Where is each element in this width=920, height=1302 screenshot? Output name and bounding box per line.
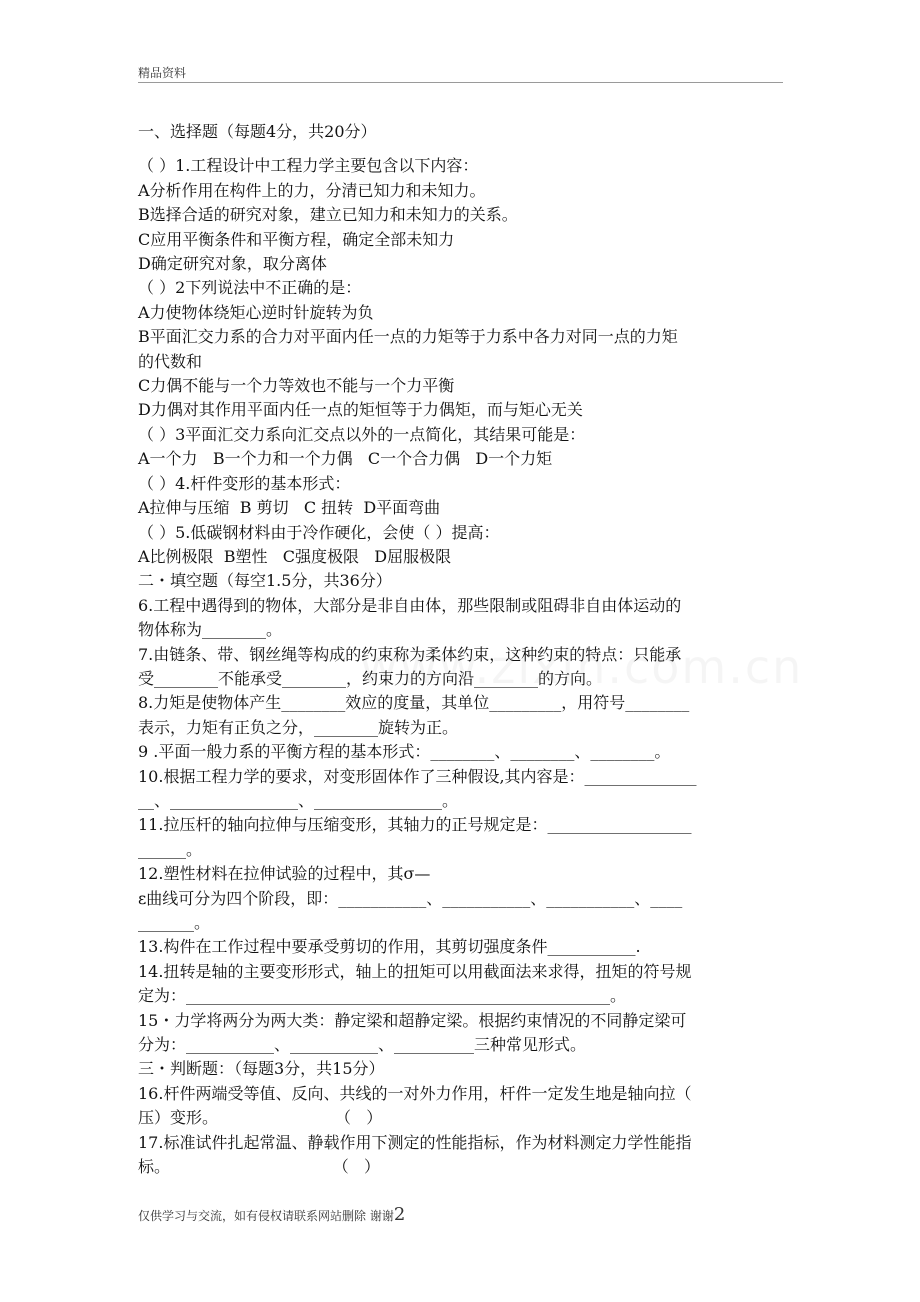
text-line: （ ）2下列说法中不正确的是：	[138, 278, 362, 298]
text-line: B选择合适的研究对象，建立已知力和未知力的关系。	[138, 205, 518, 225]
text-line: 11.拉压杆的轴向拉伸与压缩变形，其轴力的正号规定是：__________________	[138, 815, 692, 835]
section-choice-lines	[138, 154, 778, 569]
footer-note: 仅供学习与交流，如有侵权请联系网站删除 谢谢	[138, 1209, 394, 1223]
text-line: A分析作用在构件上的力，分清已知力和未知力。	[138, 180, 486, 200]
text-line: （ ）5.低碳钢材料由于冷作硬化，会使（ ）提高：	[138, 522, 500, 542]
exam-content	[138, 120, 778, 1179]
page-number: 2	[393, 1204, 406, 1225]
text-line: __、________________、________________。	[138, 790, 459, 810]
section-title-fill: 二・填空题（每空1.5分，共36分）	[138, 571, 392, 591]
text-line: C应用平衡条件和平衡方程，确定全部未知力	[138, 229, 455, 249]
text-line: 17.标准试件扎起常温、静载作用下测定的性能指标，作为材料测定力学性能指	[138, 1132, 692, 1152]
section-judge-lines	[138, 1082, 778, 1180]
text-line: 15・力学将两分为两大类：静定梁和超静定梁。根据约束情况的不同静定梁可	[138, 1010, 687, 1030]
text-line: 表示，力矩有正负之分，________旋转为正。	[138, 717, 459, 737]
text-line: 定为：_____________________________________________________。	[138, 986, 627, 1006]
text-line: （ ）3平面汇交力系向汇交点以外的一点简化，其结果可能是：	[138, 424, 586, 444]
text-line: 受________不能承受________，约束力的方向沿________的方向。	[138, 668, 603, 688]
footer	[138, 1204, 405, 1225]
text-line: D力偶对其作用平面内任一点的矩恒等于力偶矩，而与矩心无关	[138, 400, 583, 420]
text-line: 7.由链条、带、钢丝绳等构成的约束称为柔体约束，这种约束的特点：只能承	[138, 644, 682, 664]
text-line: D确定研究对象，取分离体	[138, 254, 327, 274]
text-line: 6.工程中遇得到的物体，大部分是非自由体，那些限制或阻碍非自由体运动的	[138, 595, 682, 615]
text-line: B平面汇交力系的合力对平面内任一点的力矩等于力系中各力对同一点的力矩	[138, 327, 678, 347]
text-line: A一个力 B一个力和一个力偶 C一个合力偶 D一个力矩	[138, 449, 553, 469]
text-line: A力使物体绕矩心逆时针旋转为负	[138, 302, 374, 322]
text-line: （ ）4.杆件变形的基本形式：	[138, 473, 351, 493]
text-line: C力偶不能与一个力等效也不能与一个力平衡	[138, 376, 455, 396]
text-line: 分为：___________、___________、__________三种常见形式。	[138, 1035, 587, 1055]
text-line: 12.塑性材料在拉伸试验的过程中，其σ—	[138, 864, 431, 884]
text-line: 14.扭转是轴的主要变形形式，轴上的扭矩可以用截面法来求得，扭矩的符号规	[138, 961, 692, 981]
text-line: 8.力矩是使物体产生________效应的度量，其单位_________，用符号________	[138, 693, 690, 713]
text-line: 9 .平面一般力系的平衡方程的基本形式：________、________、________。	[138, 742, 671, 762]
text-line: 16.杆件两端受等值、反向、共线的一对外力作用，杆件一定发生地是轴向拉（	[138, 1083, 692, 1103]
text-line: （ ）1.工程设计中工程力学主要包含以下内容：	[138, 156, 479, 176]
text-line: ε曲线可分为四个阶段，即：___________、___________、___________、____	[138, 888, 683, 908]
text-line: 压）变形。 （ ）	[138, 1108, 383, 1128]
text-line: 的代数和	[138, 351, 203, 371]
section-title-choice: 一、选择题（每题4分，共20分）	[138, 122, 377, 141]
text-line: 物体称为________。	[138, 620, 283, 640]
text-line: A拉伸与压缩 B 剪切 C 扭转 D平面弯曲	[138, 498, 441, 518]
header-divider	[138, 82, 783, 83]
text-line: _______。	[138, 913, 211, 932]
text-line: ______。	[138, 839, 203, 859]
section-fill-lines	[138, 594, 778, 1058]
header-label: 精品资料	[138, 66, 187, 80]
text-line: 13.构件在工作过程中要承受剪切的作用，其剪切强度条件___________.	[138, 937, 641, 957]
text-line: A比例极限 B塑性 C强度极限 D屈服极限	[138, 546, 452, 566]
text-line: 10.根据工程力学的要求，对变形固体作了三种假设,其内容是：______________	[138, 766, 697, 786]
text-line: 标。 （ ）	[138, 1157, 381, 1177]
section-title-judge: 三・判断题：（每题3分，共15分）	[138, 1059, 385, 1079]
